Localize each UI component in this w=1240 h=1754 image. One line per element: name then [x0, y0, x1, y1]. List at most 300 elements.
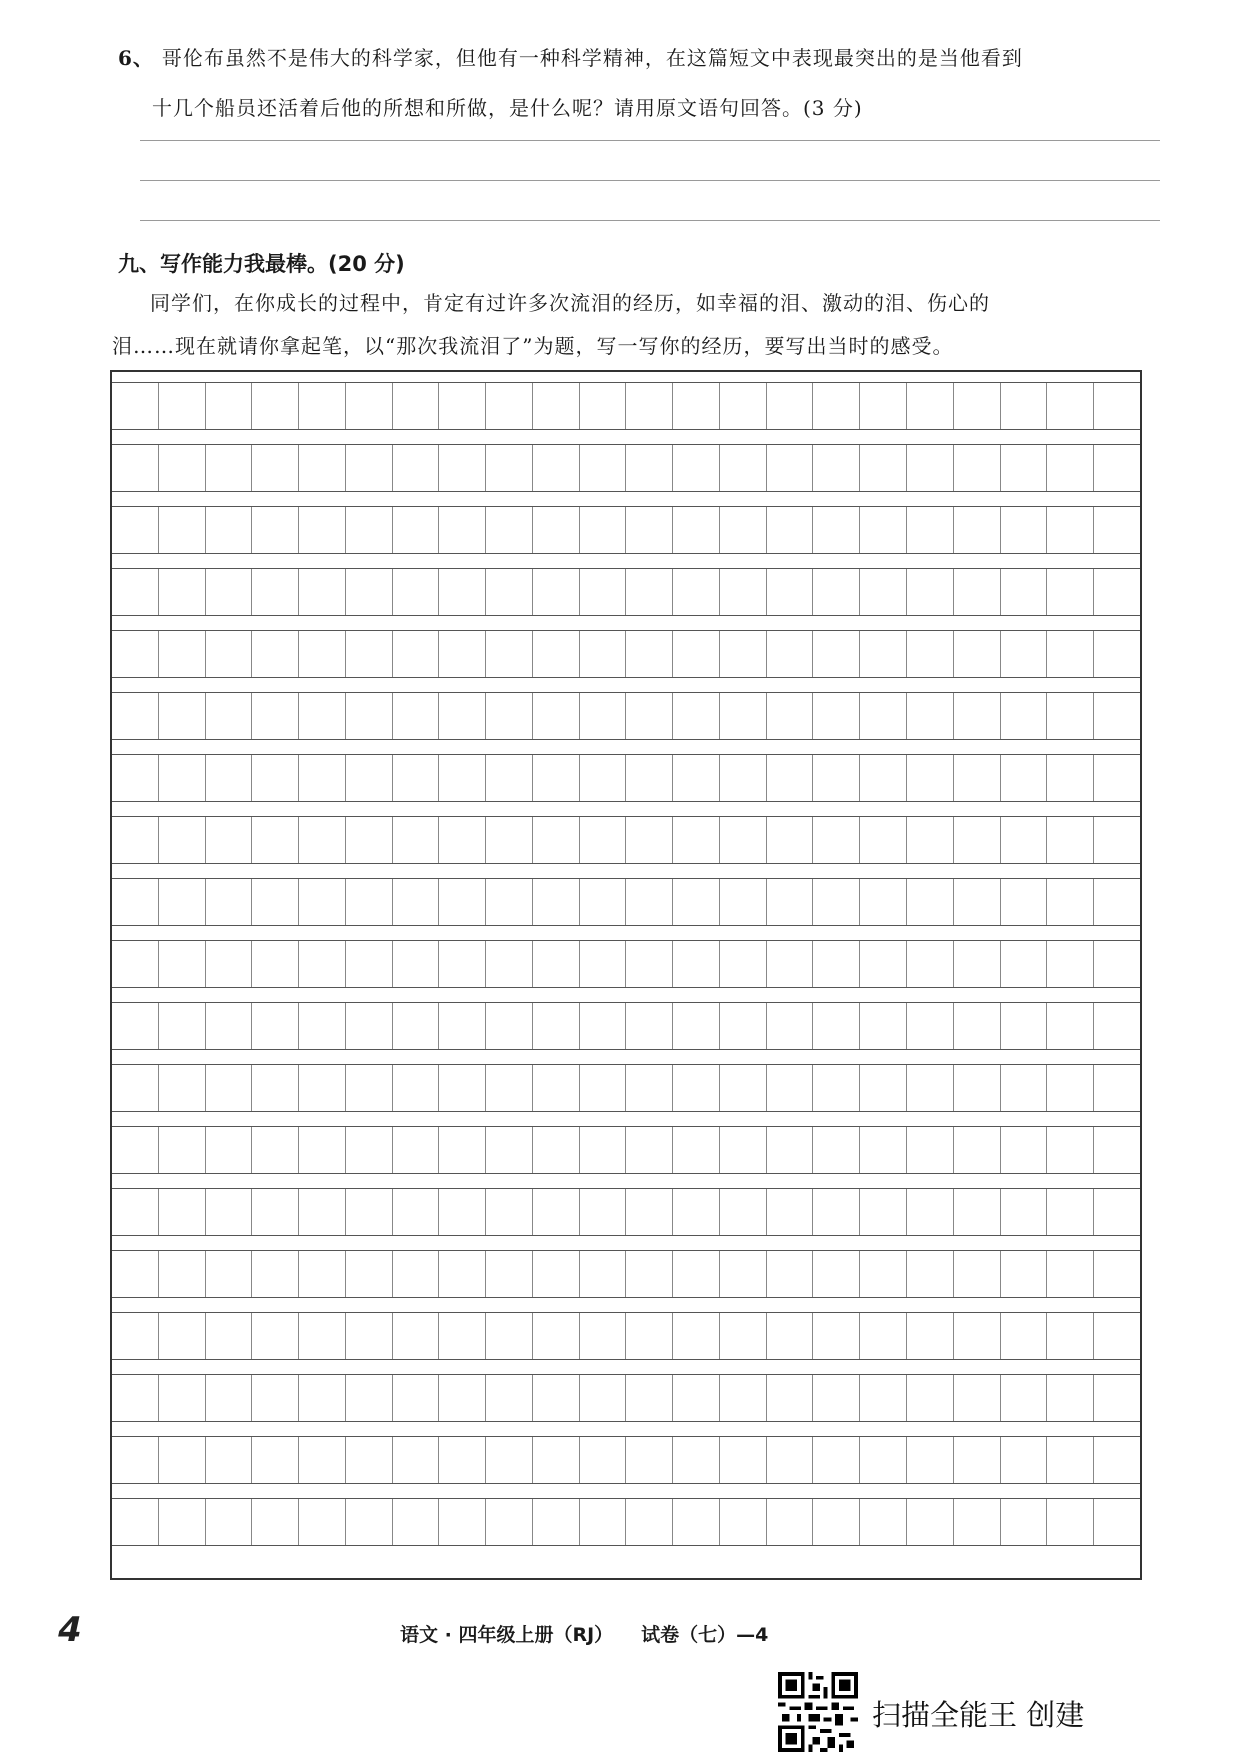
- grid-cell[interactable]: [159, 1003, 206, 1049]
- grid-cell[interactable]: [533, 383, 580, 429]
- grid-cell[interactable]: [486, 507, 533, 553]
- grid-cell[interactable]: [206, 941, 253, 987]
- composition-grid[interactable]: [110, 370, 1142, 1580]
- grid-cell[interactable]: [393, 631, 440, 677]
- grid-cell[interactable]: [907, 631, 954, 677]
- grid-cell[interactable]: [346, 507, 393, 553]
- grid-cell[interactable]: [112, 1065, 159, 1111]
- grid-cell[interactable]: [813, 1003, 860, 1049]
- grid-cell[interactable]: [486, 1437, 533, 1483]
- grid-cell[interactable]: [393, 941, 440, 987]
- grid-cell[interactable]: [393, 1499, 440, 1545]
- grid-cell[interactable]: [206, 1437, 253, 1483]
- grid-cell[interactable]: [580, 1065, 627, 1111]
- grid-cell[interactable]: [907, 1127, 954, 1173]
- grid-cell[interactable]: [346, 879, 393, 925]
- grid-cell[interactable]: [1047, 817, 1094, 863]
- grid-cell[interactable]: [159, 1437, 206, 1483]
- grid-cell[interactable]: [299, 1499, 346, 1545]
- grid-cell[interactable]: [954, 445, 1001, 491]
- grid-cell[interactable]: [626, 1375, 673, 1421]
- grid-cell[interactable]: [1047, 941, 1094, 987]
- grid-cell[interactable]: [299, 1003, 346, 1049]
- grid-cell[interactable]: [673, 755, 720, 801]
- grid-cell[interactable]: [486, 631, 533, 677]
- grid-cell[interactable]: [954, 1375, 1001, 1421]
- grid-cell[interactable]: [954, 1065, 1001, 1111]
- grid-cell[interactable]: [580, 1189, 627, 1235]
- grid-cell[interactable]: [346, 1065, 393, 1111]
- grid-cell[interactable]: [813, 1065, 860, 1111]
- grid-cell[interactable]: [346, 1251, 393, 1297]
- grid-cell[interactable]: [206, 1313, 253, 1359]
- grid-cell[interactable]: [907, 383, 954, 429]
- grid-cell[interactable]: [393, 1437, 440, 1483]
- grid-cell[interactable]: [206, 1127, 253, 1173]
- grid-cell[interactable]: [954, 383, 1001, 429]
- grid-cell[interactable]: [813, 569, 860, 615]
- grid-cell[interactable]: [159, 1127, 206, 1173]
- grid-cell[interactable]: [206, 755, 253, 801]
- grid-cell[interactable]: [1001, 941, 1048, 987]
- grid-cell[interactable]: [206, 693, 253, 739]
- grid-cell[interactable]: [159, 507, 206, 553]
- grid-cell[interactable]: [439, 1003, 486, 1049]
- grid-cell[interactable]: [954, 1313, 1001, 1359]
- grid-cell[interactable]: [767, 507, 814, 553]
- grid-cell[interactable]: [626, 1189, 673, 1235]
- grid-cell[interactable]: [159, 383, 206, 429]
- grid-cell[interactable]: [860, 631, 907, 677]
- grid-cell[interactable]: [767, 1499, 814, 1545]
- grid-cell[interactable]: [252, 1499, 299, 1545]
- grid-cell[interactable]: [1047, 1189, 1094, 1235]
- grid-cell[interactable]: [813, 383, 860, 429]
- grid-cell[interactable]: [626, 507, 673, 553]
- grid-cell[interactable]: [299, 1313, 346, 1359]
- grid-cell[interactable]: [252, 1437, 299, 1483]
- grid-cell[interactable]: [954, 569, 1001, 615]
- grid-cell[interactable]: [1047, 1251, 1094, 1297]
- grid-cell[interactable]: [346, 1003, 393, 1049]
- grid-cell[interactable]: [813, 1189, 860, 1235]
- grid-cell[interactable]: [767, 445, 814, 491]
- grid-cell[interactable]: [720, 1189, 767, 1235]
- grid-cell[interactable]: [533, 445, 580, 491]
- grid-cell[interactable]: [206, 445, 253, 491]
- grid-cell[interactable]: [533, 1313, 580, 1359]
- grid-cell[interactable]: [1001, 817, 1048, 863]
- grid-cell[interactable]: [720, 1003, 767, 1049]
- grid-cell[interactable]: [252, 569, 299, 615]
- grid-cell[interactable]: [1047, 569, 1094, 615]
- grid-cell[interactable]: [1001, 631, 1048, 677]
- grid-cell[interactable]: [1001, 1065, 1048, 1111]
- grid-cell[interactable]: [159, 1189, 206, 1235]
- grid-cell[interactable]: [1094, 445, 1140, 491]
- grid-cell[interactable]: [486, 1003, 533, 1049]
- grid-cell[interactable]: [1047, 1065, 1094, 1111]
- grid-cell[interactable]: [486, 1065, 533, 1111]
- grid-cell[interactable]: [813, 1127, 860, 1173]
- grid-cell[interactable]: [206, 1499, 253, 1545]
- grid-cell[interactable]: [252, 383, 299, 429]
- grid-cell[interactable]: [907, 1189, 954, 1235]
- grid-cell[interactable]: [767, 755, 814, 801]
- grid-cell[interactable]: [393, 383, 440, 429]
- grid-cell[interactable]: [860, 879, 907, 925]
- answer-line-2[interactable]: [140, 180, 1160, 181]
- grid-cell[interactable]: [1094, 1127, 1140, 1173]
- grid-cell[interactable]: [720, 383, 767, 429]
- grid-cell[interactable]: [206, 383, 253, 429]
- grid-cell[interactable]: [954, 693, 1001, 739]
- grid-cell[interactable]: [346, 755, 393, 801]
- grid-cell[interactable]: [486, 879, 533, 925]
- grid-cell[interactable]: [1047, 755, 1094, 801]
- grid-cell[interactable]: [439, 631, 486, 677]
- grid-cell[interactable]: [954, 507, 1001, 553]
- grid-cell[interactable]: [486, 1375, 533, 1421]
- grid-cell[interactable]: [580, 817, 627, 863]
- grid-cell[interactable]: [813, 507, 860, 553]
- grid-cell[interactable]: [393, 1003, 440, 1049]
- grid-cell[interactable]: [673, 879, 720, 925]
- grid-cell[interactable]: [626, 693, 673, 739]
- grid-cell[interactable]: [112, 693, 159, 739]
- grid-cell[interactable]: [626, 1127, 673, 1173]
- grid-cell[interactable]: [907, 1499, 954, 1545]
- grid-cell[interactable]: [1047, 631, 1094, 677]
- grid-cell[interactable]: [673, 817, 720, 863]
- grid-cell[interactable]: [206, 507, 253, 553]
- grid-cell[interactable]: [346, 1127, 393, 1173]
- grid-cell[interactable]: [439, 693, 486, 739]
- grid-cell[interactable]: [580, 1375, 627, 1421]
- grid-cell[interactable]: [673, 1437, 720, 1483]
- grid-cell[interactable]: [206, 631, 253, 677]
- grid-cell[interactable]: [860, 383, 907, 429]
- grid-cell[interactable]: [673, 1313, 720, 1359]
- grid-cell[interactable]: [580, 755, 627, 801]
- grid-cell[interactable]: [673, 1003, 720, 1049]
- grid-cell[interactable]: [1001, 755, 1048, 801]
- grid-cell[interactable]: [1001, 383, 1048, 429]
- grid-cell[interactable]: [439, 1437, 486, 1483]
- grid-cell[interactable]: [159, 1313, 206, 1359]
- grid-cell[interactable]: [673, 693, 720, 739]
- grid-cell[interactable]: [159, 941, 206, 987]
- grid-cell[interactable]: [439, 1127, 486, 1173]
- grid-cell[interactable]: [767, 1189, 814, 1235]
- grid-cell[interactable]: [580, 569, 627, 615]
- grid-cell[interactable]: [767, 1003, 814, 1049]
- grid-cell[interactable]: [299, 1437, 346, 1483]
- grid-cell[interactable]: [439, 445, 486, 491]
- grid-cell[interactable]: [252, 1375, 299, 1421]
- grid-cell[interactable]: [533, 817, 580, 863]
- answer-line-1[interactable]: [140, 140, 1160, 141]
- grid-cell[interactable]: [907, 1065, 954, 1111]
- grid-cell[interactable]: [1001, 693, 1048, 739]
- grid-cell[interactable]: [439, 941, 486, 987]
- grid-cell[interactable]: [346, 631, 393, 677]
- grid-cell[interactable]: [486, 1127, 533, 1173]
- grid-cell[interactable]: [299, 1127, 346, 1173]
- grid-cell[interactable]: [1001, 1127, 1048, 1173]
- grid-cell[interactable]: [112, 507, 159, 553]
- grid-cell[interactable]: [1094, 879, 1140, 925]
- grid-cell[interactable]: [580, 445, 627, 491]
- grid-cell[interactable]: [720, 1437, 767, 1483]
- grid-cell[interactable]: [486, 569, 533, 615]
- grid-cell[interactable]: [393, 755, 440, 801]
- grid-cell[interactable]: [860, 1499, 907, 1545]
- grid-cell[interactable]: [1047, 507, 1094, 553]
- grid-cell[interactable]: [626, 941, 673, 987]
- grid-cell[interactable]: [299, 1375, 346, 1421]
- grid-cell[interactable]: [580, 631, 627, 677]
- grid-cell[interactable]: [626, 1251, 673, 1297]
- grid-cell[interactable]: [767, 1375, 814, 1421]
- grid-cell[interactable]: [439, 1499, 486, 1545]
- grid-cell[interactable]: [860, 693, 907, 739]
- grid-cell[interactable]: [860, 1189, 907, 1235]
- grid-cell[interactable]: [533, 1499, 580, 1545]
- grid-cell[interactable]: [813, 1499, 860, 1545]
- grid-cell[interactable]: [252, 1189, 299, 1235]
- grid-cell[interactable]: [813, 631, 860, 677]
- grid-cell[interactable]: [393, 1375, 440, 1421]
- grid-cell[interactable]: [533, 1003, 580, 1049]
- grid-cell[interactable]: [299, 879, 346, 925]
- grid-cell[interactable]: [486, 1189, 533, 1235]
- grid-cell[interactable]: [767, 383, 814, 429]
- grid-cell[interactable]: [299, 941, 346, 987]
- grid-cell[interactable]: [112, 1313, 159, 1359]
- grid-cell[interactable]: [907, 693, 954, 739]
- grid-cell[interactable]: [954, 941, 1001, 987]
- grid-cell[interactable]: [393, 1065, 440, 1111]
- grid-cell[interactable]: [206, 1251, 253, 1297]
- grid-cell[interactable]: [626, 631, 673, 677]
- grid-cell[interactable]: [860, 941, 907, 987]
- grid-cell[interactable]: [626, 755, 673, 801]
- grid-cell[interactable]: [907, 569, 954, 615]
- grid-cell[interactable]: [673, 383, 720, 429]
- grid-cell[interactable]: [907, 817, 954, 863]
- grid-cell[interactable]: [720, 1251, 767, 1297]
- grid-cell[interactable]: [346, 693, 393, 739]
- grid-cell[interactable]: [439, 383, 486, 429]
- grid-cell[interactable]: [626, 1003, 673, 1049]
- grid-cell[interactable]: [159, 755, 206, 801]
- grid-cell[interactable]: [767, 1313, 814, 1359]
- grid-cell[interactable]: [159, 1251, 206, 1297]
- grid-cell[interactable]: [720, 1127, 767, 1173]
- grid-cell[interactable]: [580, 1313, 627, 1359]
- grid-cell[interactable]: [439, 1189, 486, 1235]
- grid-cell[interactable]: [720, 569, 767, 615]
- grid-cell[interactable]: [626, 1499, 673, 1545]
- grid-cell[interactable]: [1001, 1313, 1048, 1359]
- grid-cell[interactable]: [580, 941, 627, 987]
- grid-cell[interactable]: [439, 1251, 486, 1297]
- grid-cell[interactable]: [1094, 1065, 1140, 1111]
- grid-cell[interactable]: [813, 445, 860, 491]
- grid-cell[interactable]: [393, 1313, 440, 1359]
- grid-cell[interactable]: [299, 1251, 346, 1297]
- grid-cell[interactable]: [252, 879, 299, 925]
- grid-cell[interactable]: [907, 1003, 954, 1049]
- grid-cell[interactable]: [1094, 1313, 1140, 1359]
- grid-cell[interactable]: [954, 1251, 1001, 1297]
- grid-cell[interactable]: [533, 693, 580, 739]
- grid-cell[interactable]: [673, 1065, 720, 1111]
- grid-cell[interactable]: [580, 879, 627, 925]
- grid-cell[interactable]: [533, 1127, 580, 1173]
- grid-cell[interactable]: [1001, 1189, 1048, 1235]
- grid-cell[interactable]: [252, 817, 299, 863]
- grid-cell[interactable]: [533, 631, 580, 677]
- grid-cell[interactable]: [112, 569, 159, 615]
- grid-cell[interactable]: [112, 817, 159, 863]
- grid-cell[interactable]: [720, 755, 767, 801]
- grid-cell[interactable]: [907, 1437, 954, 1483]
- grid-cell[interactable]: [159, 445, 206, 491]
- grid-cell[interactable]: [486, 1313, 533, 1359]
- grid-cell[interactable]: [346, 1437, 393, 1483]
- grid-cell[interactable]: [112, 941, 159, 987]
- grid-cell[interactable]: [1047, 1375, 1094, 1421]
- grid-cell[interactable]: [159, 569, 206, 615]
- grid-cell[interactable]: [860, 1003, 907, 1049]
- grid-cell[interactable]: [1047, 879, 1094, 925]
- grid-cell[interactable]: [206, 879, 253, 925]
- grid-cell[interactable]: [673, 631, 720, 677]
- grid-cell[interactable]: [486, 1251, 533, 1297]
- grid-cell[interactable]: [439, 755, 486, 801]
- grid-cell[interactable]: [112, 1189, 159, 1235]
- grid-cell[interactable]: [1047, 693, 1094, 739]
- grid-cell[interactable]: [346, 941, 393, 987]
- grid-cell[interactable]: [1094, 1251, 1140, 1297]
- grid-cell[interactable]: [907, 445, 954, 491]
- grid-cell[interactable]: [299, 631, 346, 677]
- grid-cell[interactable]: [112, 1251, 159, 1297]
- grid-cell[interactable]: [439, 569, 486, 615]
- grid-cell[interactable]: [533, 1437, 580, 1483]
- grid-cell[interactable]: [533, 879, 580, 925]
- grid-cell[interactable]: [299, 569, 346, 615]
- grid-cell[interactable]: [720, 445, 767, 491]
- grid-cell[interactable]: [346, 1189, 393, 1235]
- grid-cell[interactable]: [813, 941, 860, 987]
- grid-cell[interactable]: [767, 941, 814, 987]
- grid-cell[interactable]: [393, 817, 440, 863]
- grid-cell[interactable]: [907, 879, 954, 925]
- grid-cell[interactable]: [907, 1375, 954, 1421]
- grid-cell[interactable]: [673, 1189, 720, 1235]
- grid-cell[interactable]: [767, 693, 814, 739]
- grid-cell[interactable]: [1047, 1313, 1094, 1359]
- grid-cell[interactable]: [299, 693, 346, 739]
- grid-cell[interactable]: [580, 693, 627, 739]
- grid-cell[interactable]: [1094, 1003, 1140, 1049]
- grid-cell[interactable]: [954, 631, 1001, 677]
- grid-cell[interactable]: [860, 755, 907, 801]
- grid-cell[interactable]: [1001, 569, 1048, 615]
- grid-cell[interactable]: [112, 631, 159, 677]
- grid-cell[interactable]: [860, 569, 907, 615]
- grid-cell[interactable]: [954, 817, 1001, 863]
- grid-cell[interactable]: [813, 1313, 860, 1359]
- grid-cell[interactable]: [767, 1437, 814, 1483]
- grid-cell[interactable]: [720, 1313, 767, 1359]
- grid-cell[interactable]: [112, 1375, 159, 1421]
- grid-cell[interactable]: [439, 1313, 486, 1359]
- grid-cell[interactable]: [767, 631, 814, 677]
- grid-cell[interactable]: [1047, 383, 1094, 429]
- grid-cell[interactable]: [533, 755, 580, 801]
- grid-cell[interactable]: [720, 1375, 767, 1421]
- grid-cell[interactable]: [860, 817, 907, 863]
- grid-cell[interactable]: [673, 507, 720, 553]
- grid-cell[interactable]: [626, 1065, 673, 1111]
- grid-cell[interactable]: [393, 693, 440, 739]
- grid-cell[interactable]: [486, 1499, 533, 1545]
- grid-cell[interactable]: [767, 1127, 814, 1173]
- grid-cell[interactable]: [252, 507, 299, 553]
- grid-cell[interactable]: [813, 1437, 860, 1483]
- grid-cell[interactable]: [252, 941, 299, 987]
- grid-cell[interactable]: [1047, 1437, 1094, 1483]
- grid-cell[interactable]: [860, 1251, 907, 1297]
- grid-cell[interactable]: [1001, 1003, 1048, 1049]
- grid-cell[interactable]: [299, 1065, 346, 1111]
- grid-cell[interactable]: [346, 1499, 393, 1545]
- grid-cell[interactable]: [112, 383, 159, 429]
- grid-cell[interactable]: [1094, 1437, 1140, 1483]
- grid-cell[interactable]: [626, 445, 673, 491]
- grid-cell[interactable]: [860, 1065, 907, 1111]
- grid-cell[interactable]: [580, 1003, 627, 1049]
- grid-cell[interactable]: [533, 1251, 580, 1297]
- grid-cell[interactable]: [1001, 879, 1048, 925]
- grid-cell[interactable]: [159, 1499, 206, 1545]
- grid-cell[interactable]: [954, 1189, 1001, 1235]
- grid-cell[interactable]: [486, 941, 533, 987]
- grid-cell[interactable]: [907, 1251, 954, 1297]
- grid-cell[interactable]: [159, 1375, 206, 1421]
- grid-cell[interactable]: [393, 507, 440, 553]
- grid-cell[interactable]: [112, 1437, 159, 1483]
- grid-cell[interactable]: [159, 693, 206, 739]
- grid-cell[interactable]: [813, 879, 860, 925]
- grid-cell[interactable]: [252, 1065, 299, 1111]
- grid-cell[interactable]: [673, 445, 720, 491]
- grid-cell[interactable]: [720, 1499, 767, 1545]
- grid-cell[interactable]: [533, 941, 580, 987]
- grid-cell[interactable]: [112, 1499, 159, 1545]
- grid-cell[interactable]: [159, 879, 206, 925]
- grid-cell[interactable]: [626, 1313, 673, 1359]
- grid-cell[interactable]: [580, 1251, 627, 1297]
- grid-cell[interactable]: [486, 755, 533, 801]
- grid-cell[interactable]: [907, 941, 954, 987]
- grid-cell[interactable]: [813, 693, 860, 739]
- grid-cell[interactable]: [626, 879, 673, 925]
